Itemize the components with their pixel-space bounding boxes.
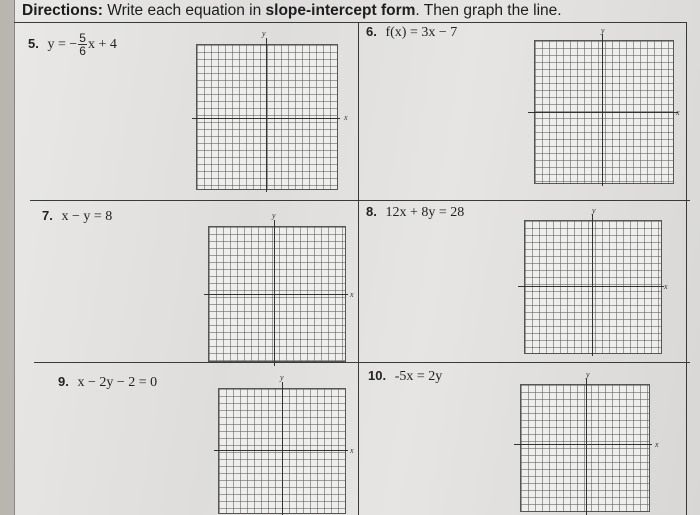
graph-8-y-label: y — [592, 206, 596, 215]
directions-label: Directions: — [22, 2, 103, 19]
table-rule-row2 — [34, 362, 690, 363]
graph-7-x-axis — [204, 294, 348, 295]
problem-5-frac-numerator: 5 — [79, 31, 86, 45]
graph-5-x-label: x — [344, 113, 348, 122]
graph-9-y-label: y — [280, 373, 284, 382]
table-rule-row1 — [30, 200, 690, 201]
directions-text-1: Write each equation in — [102, 2, 266, 19]
problem-10-number: 10. — [368, 368, 387, 383]
problem-10-equation: -5x = 2y — [394, 369, 443, 384]
graph-10-y-axis — [586, 378, 587, 515]
problem-6 — [366, 24, 457, 41]
problem-8-number: 8. — [366, 204, 377, 219]
graph-8-x-axis — [518, 286, 664, 287]
graph-9-y-axis — [282, 382, 283, 515]
directions-heading — [22, 2, 562, 20]
graph-8-y-axis — [592, 214, 593, 356]
graph-10-x-axis — [514, 444, 652, 445]
problem-6-number: 6. — [366, 24, 377, 39]
problem-8-equation: 12x + 8y = 28 — [385, 205, 465, 220]
graph-9-x-label: x — [350, 446, 354, 455]
directions-text-2: . Then graph the line. — [415, 2, 562, 19]
problem-5-eq-start: y = − — [47, 36, 78, 52]
problem-10 — [368, 368, 442, 385]
graph-6-y-axis — [602, 34, 603, 186]
problem-9-number: 9. — [58, 374, 69, 389]
table-rule-right — [686, 22, 687, 515]
problem-5-frac-denominator: 6 — [79, 44, 86, 58]
problem-8 — [366, 204, 464, 221]
problem-7 — [42, 208, 112, 225]
problem-9-equation: x − 2y − 2 = 0 — [77, 375, 158, 390]
graph-10-y-label: y — [586, 370, 590, 379]
graph-9-x-axis — [214, 450, 348, 451]
graph-grid-8[interactable] — [524, 220, 662, 354]
problem-5-number: 5. — [28, 35, 39, 51]
graph-8-x-label: x — [664, 282, 668, 291]
problem-5-eq-end: x + 4 — [87, 36, 117, 52]
problem-7-equation: x − y = 8 — [61, 209, 113, 224]
problem-7-number: 7. — [42, 208, 53, 223]
graph-grid-5[interactable] — [196, 44, 338, 190]
graph-6-x-label: x — [676, 108, 680, 117]
problem-5-fraction — [78, 32, 87, 57]
graph-6-y-label: y — [601, 26, 605, 35]
graph-10-x-label: x — [655, 440, 659, 449]
graph-7-y-label: y — [272, 211, 276, 220]
graph-6-x-axis — [528, 112, 678, 113]
table-rule-top — [14, 22, 686, 23]
graph-7-x-label: x — [350, 290, 354, 299]
graph-7-y-axis — [274, 220, 275, 366]
table-rule-center — [358, 22, 359, 515]
problem-6-equation: f(x) = 3x − 7 — [385, 25, 458, 40]
problem-9 — [58, 374, 157, 391]
graph-5-y-axis — [266, 38, 267, 192]
problem-5 — [28, 32, 117, 57]
graph-5-y-label: y — [262, 29, 266, 38]
graph-grid-10[interactable] — [520, 384, 650, 512]
directions-emphasis: slope-intercept form — [265, 2, 416, 19]
